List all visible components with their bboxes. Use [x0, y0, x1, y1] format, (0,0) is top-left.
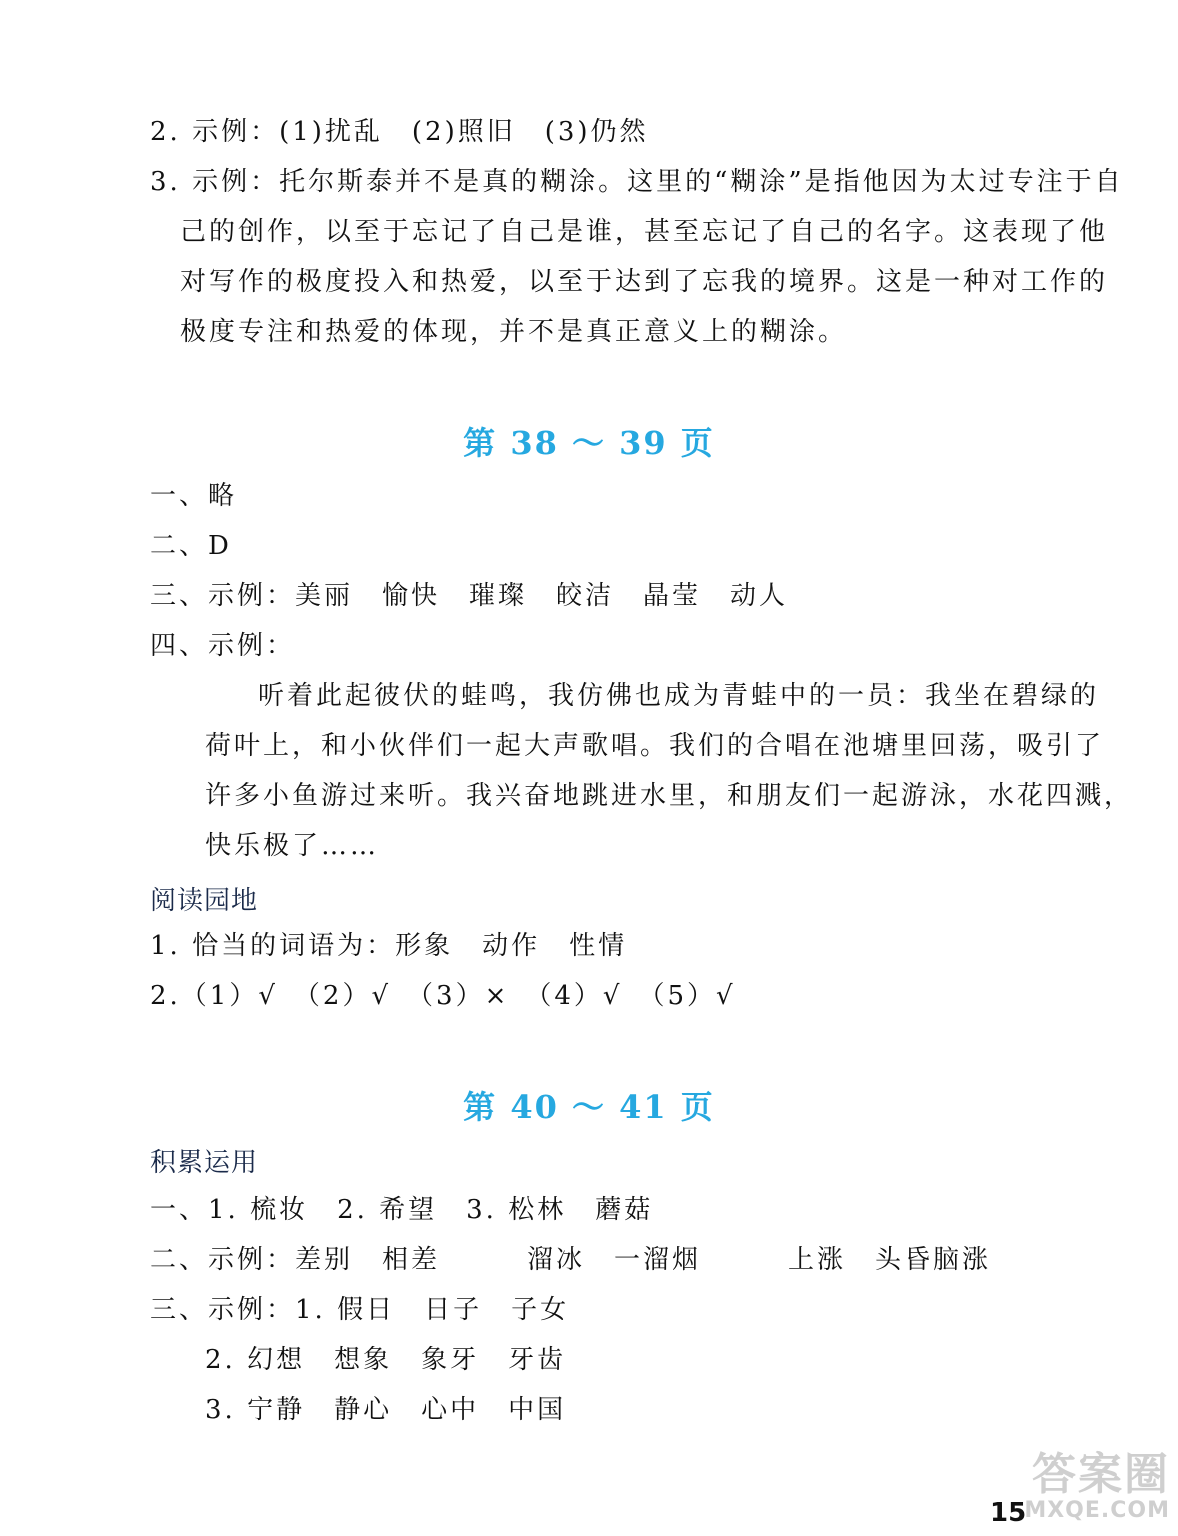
section1-item-2: 二、D [150, 531, 232, 561]
section1-item-4: 四、示例： [150, 631, 296, 661]
accumulation-section-label: 积累运用 [150, 1148, 259, 1178]
section1-item-1: 一、略 [150, 481, 238, 511]
reading-item-1: 1. 恰当的词语为：形象 动作 性情 [150, 931, 628, 961]
section1-item-3: 三、示例：美丽 愉快 璀璨 皎洁 晶莹 动人 [150, 581, 789, 611]
example-paragraph-line-3: 许多小鱼游过来听。我兴奋地跳进水里，和朋友们一起游泳，水花四溅， [205, 781, 1134, 811]
example-paragraph-line-4: 快乐极了…… [205, 831, 380, 861]
section-heading-38-39: 第 38 ～ 39 页 [463, 424, 715, 462]
watermark-bottom-text: MXQE.COM [1024, 1498, 1170, 1523]
answer-item-3-line-4: 极度专注和热爱的体现，并不是真正意义上的糊涂。 [180, 317, 848, 347]
reading-section-label: 阅读园地 [150, 886, 259, 916]
answer-item-3-line-2: 己的创作，以至于忘记了自己是谁，甚至忘记了自己的名字。这表现了他 [180, 217, 1109, 247]
watermark-logo [1000, 1449, 1170, 1532]
section2-item-2: 二、示例：差别 相差 溜冰 一溜烟 上涨 头昏脑涨 [150, 1245, 992, 1275]
answer-item-2: 2. 示例：(1)扰乱 (2)照旧 (3)仍然 [150, 117, 649, 147]
section2-item-1: 一、1. 梳妆 2. 希望 3. 松林 蘑菇 [150, 1195, 654, 1225]
section-heading-40-41: 第 40 ～ 41 页 [463, 1088, 715, 1126]
section2-subitem-3: 3. 宁静 静心 心中 中国 [205, 1395, 567, 1425]
section2-item-3: 三、示例：1. 假日 日子 子女 [150, 1295, 570, 1325]
reading-item-2: 2.（1）√ （2）√ （3）× （4）√ （5）√ [150, 981, 736, 1011]
answer-item-3-line-1: 3. 示例：托尔斯泰并不是真的糊涂。这里的“糊涂”是指他因为太过专注于自 [150, 167, 1124, 197]
example-paragraph-line-2: 荷叶上，和小伙伴们一起大声歌唱。我们的合唱在池塘里回荡，吸引了 [205, 731, 1105, 761]
watermark-top-text: 答案圈 [1032, 1449, 1170, 1500]
example-paragraph-line-1: 听着此起彼伏的蛙鸣，我仿佛也成为青蛙中的一员：我坐在碧绿的 [258, 681, 1100, 711]
answer-item-3-line-3: 对写作的极度投入和热爱，以至于达到了忘我的境界。这是一种对工作的 [180, 267, 1109, 297]
section2-subitem-2: 2. 幻想 想象 象牙 牙齿 [205, 1345, 567, 1375]
page-number: 15 [990, 1498, 1027, 1528]
